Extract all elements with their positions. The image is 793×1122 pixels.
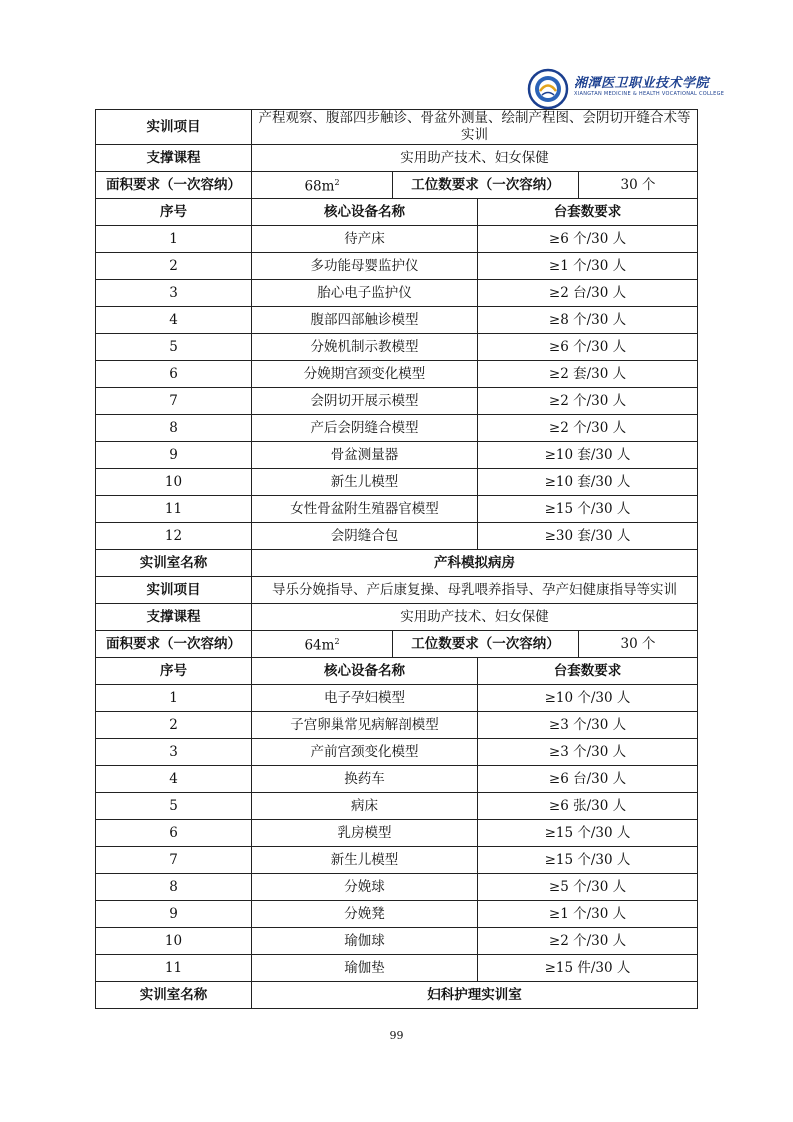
equipment-name: 腹部四部触诊模型	[252, 307, 478, 334]
col-no-header: 序号	[96, 658, 252, 685]
equipment-name: 女性骨盆附生殖器官模型	[252, 496, 478, 523]
table-row	[96, 110, 698, 145]
table-row	[96, 739, 698, 766]
quantity-requirement: ≥8 个/30 人	[478, 307, 698, 334]
quantity-requirement: ≥2 套/30 人	[478, 361, 698, 388]
stations-label: 工位数要求（一次容纳）	[393, 172, 579, 199]
area-label: 面积要求（一次容纳）	[96, 631, 252, 658]
college-logo	[526, 68, 725, 110]
equipment-name: 瑜伽球	[252, 928, 478, 955]
table-row	[96, 199, 698, 226]
row-number: 6	[96, 820, 252, 847]
quantity-requirement: ≥6 台/30 人	[478, 766, 698, 793]
col-quantity-header: 台套数要求	[478, 658, 698, 685]
table-row	[96, 955, 698, 982]
equipment-name: 电子孕妇模型	[252, 685, 478, 712]
row-number: 7	[96, 388, 252, 415]
equipment-name: 换药车	[252, 766, 478, 793]
course-label: 支撑课程	[96, 145, 252, 172]
row-number: 1	[96, 226, 252, 253]
course-label: 支撑课程	[96, 604, 252, 631]
table-row	[96, 847, 698, 874]
quantity-requirement: ≥2 个/30 人	[478, 415, 698, 442]
table-row	[96, 982, 698, 1009]
course-value: 实用助产技术、妇女保健	[252, 604, 698, 631]
quantity-requirement: ≥10 个/30 人	[478, 685, 698, 712]
quantity-requirement: ≥5 个/30 人	[478, 874, 698, 901]
stations-label: 工位数要求（一次容纳）	[393, 631, 579, 658]
room-name-value: 产科模拟病房	[252, 550, 698, 577]
equipment-name: 分娩凳	[252, 901, 478, 928]
table-row	[96, 658, 698, 685]
quantity-requirement: ≥15 件/30 人	[478, 955, 698, 982]
row-number: 2	[96, 253, 252, 280]
equipment-name: 产后会阴缝合模型	[252, 415, 478, 442]
table-row	[96, 253, 698, 280]
equipment-name: 分娩球	[252, 874, 478, 901]
page-number: 99	[389, 1029, 404, 1042]
row-number: 6	[96, 361, 252, 388]
project-value: 导乐分娩指导、产后康复操、母乳喂养指导、孕产妇健康指导等实训	[252, 577, 698, 604]
college-name-cn: 湘潭医卫职业技术学院	[574, 76, 710, 91]
equipment-name: 产前宫颈变化模型	[252, 739, 478, 766]
course-value: 实用助产技术、妇女保健	[252, 145, 698, 172]
equipment-name: 多功能母婴监护仪	[252, 253, 478, 280]
table-row	[96, 388, 698, 415]
quantity-requirement: ≥15 个/30 人	[478, 847, 698, 874]
equipment-name: 分娩机制示教模型	[252, 334, 478, 361]
quantity-requirement: ≥1 个/30 人	[478, 253, 698, 280]
equipment-name: 乳房模型	[252, 820, 478, 847]
row-number: 12	[96, 523, 252, 550]
table-row	[96, 361, 698, 388]
quantity-requirement: ≥6 张/30 人	[478, 793, 698, 820]
quantity-requirement: ≥1 个/30 人	[478, 901, 698, 928]
quantity-requirement: ≥3 个/30 人	[478, 712, 698, 739]
row-number: 5	[96, 793, 252, 820]
row-number: 10	[96, 469, 252, 496]
project-label: 实训项目	[96, 110, 252, 145]
table-row	[96, 145, 698, 172]
table-row	[96, 496, 698, 523]
col-quantity-header: 台套数要求	[478, 199, 698, 226]
section1-rows	[96, 226, 698, 550]
quantity-requirement: ≥10 套/30 人	[478, 442, 698, 469]
quantity-requirement: ≥2 个/30 人	[478, 388, 698, 415]
table-row	[96, 226, 698, 253]
row-number: 7	[96, 847, 252, 874]
quantity-requirement: ≥15 个/30 人	[478, 496, 698, 523]
area-value: $64m^2$	[252, 631, 393, 658]
row-number: 4	[96, 766, 252, 793]
row-number: 5	[96, 334, 252, 361]
row-number: 10	[96, 928, 252, 955]
row-number: 3	[96, 739, 252, 766]
equipment-name: 分娩期宫颈变化模型	[252, 361, 478, 388]
row-number: 9	[96, 442, 252, 469]
row-number: 4	[96, 307, 252, 334]
college-emblem-icon	[526, 68, 570, 110]
section2-header	[96, 550, 698, 685]
quantity-requirement: ≥30 套/30 人	[478, 523, 698, 550]
equipment-name: 新生儿模型	[252, 469, 478, 496]
table-row	[96, 874, 698, 901]
col-equipment-header: 核心设备名称	[252, 199, 478, 226]
table-row	[96, 604, 698, 631]
project-value: 产程观察、腹部四步触诊、骨盆外测量、绘制产程图、会阴切开缝合术等实训	[252, 110, 698, 145]
table-row	[96, 685, 698, 712]
table-row	[96, 631, 698, 658]
table-row	[96, 928, 698, 955]
table-body	[96, 110, 698, 226]
table-row	[96, 172, 698, 199]
quantity-requirement: ≥2 台/30 人	[478, 280, 698, 307]
table-row	[96, 901, 698, 928]
table-row	[96, 550, 698, 577]
row-number: 3	[96, 280, 252, 307]
quantity-requirement: ≥15 个/30 人	[478, 820, 698, 847]
project-label: 实训项目	[96, 577, 252, 604]
row-number: 11	[96, 955, 252, 982]
row-number: 8	[96, 415, 252, 442]
equipment-name: 瑜伽垫	[252, 955, 478, 982]
area-value: $68m^2$	[252, 172, 393, 199]
room-name-label: 实训室名称	[96, 982, 252, 1009]
row-number: 9	[96, 901, 252, 928]
room-name-value: 妇科护理实训室	[252, 982, 698, 1009]
col-no-header: 序号	[96, 199, 252, 226]
equipment-name: 待产床	[252, 226, 478, 253]
table-row	[96, 280, 698, 307]
table-row	[96, 442, 698, 469]
quantity-requirement: ≥6 个/30 人	[478, 226, 698, 253]
equipment-name: 新生儿模型	[252, 847, 478, 874]
table-row	[96, 766, 698, 793]
area-label: 面积要求（一次容纳）	[96, 172, 252, 199]
table-row	[96, 712, 698, 739]
section3-header	[96, 982, 698, 1009]
equipment-name: 会阴缝合包	[252, 523, 478, 550]
row-number: 8	[96, 874, 252, 901]
table-row	[96, 577, 698, 604]
college-name-en: XIANGTAN MEDICINE & HEALTH VOCATIONAL COLLEGE	[574, 91, 725, 97]
table-row	[96, 820, 698, 847]
equipment-name: 子宫卵巢常见病解剖模型	[252, 712, 478, 739]
table-row	[96, 793, 698, 820]
quantity-requirement: ≥3 个/30 人	[478, 739, 698, 766]
row-number: 1	[96, 685, 252, 712]
quantity-requirement: ≥10 套/30 人	[478, 469, 698, 496]
stations-value: 30 个	[579, 172, 698, 199]
training-room-table	[95, 109, 698, 1009]
equipment-name: 病床	[252, 793, 478, 820]
row-number: 11	[96, 496, 252, 523]
equipment-name: 胎心电子监护仪	[252, 280, 478, 307]
equipment-name: 骨盆测量器	[252, 442, 478, 469]
table-row	[96, 415, 698, 442]
room-name-label: 实训室名称	[96, 550, 252, 577]
col-equipment-header: 核心设备名称	[252, 658, 478, 685]
equipment-name: 会阴切开展示模型	[252, 388, 478, 415]
table-row	[96, 334, 698, 361]
table-row	[96, 469, 698, 496]
quantity-requirement: ≥6 个/30 人	[478, 334, 698, 361]
table-row	[96, 523, 698, 550]
stations-value: 30 个	[579, 631, 698, 658]
quantity-requirement: ≥2 个/30 人	[478, 928, 698, 955]
section2-rows	[96, 685, 698, 982]
table-row	[96, 307, 698, 334]
row-number: 2	[96, 712, 252, 739]
